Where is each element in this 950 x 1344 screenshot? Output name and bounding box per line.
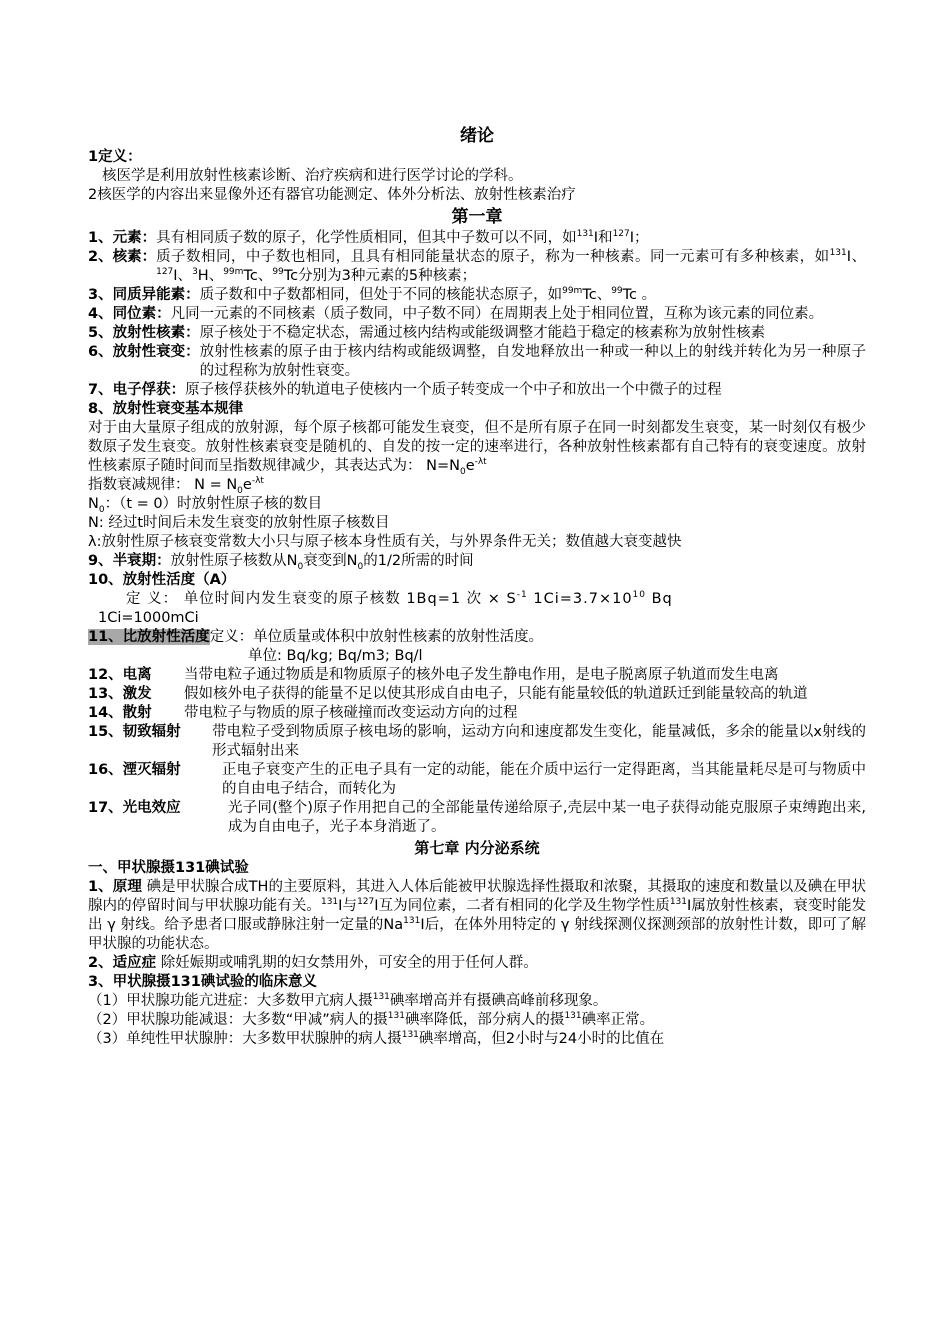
- term-label: 4、同位素：: [88, 306, 171, 322]
- term-radionuclide: [88, 324, 866, 343]
- term-definition: 带电粒子受到物质原子核电场的影响，运动方向和速度都发生变化，能量减低，多余的能量以x射线的形式辐射出来: [212, 724, 866, 759]
- term-definition: 质子数和中子数都相同，但处于不同的核能状态原子，如$^{99m}$Tc、$^{99}$Tc 。: [199, 286, 657, 303]
- term-definition: 质子数相同，中子数也相同，且具有相同能量状态的原子，称为一种核素。同一元素可有多种核素，如$^{131}$I、$^{127}$I、$^3$H、$^{99m}$Tc、$^{99}$Tc分别为3种元素的5种核素；: [156, 248, 866, 284]
- clinical-item: （2）甲状腺功能减退：大多数“甲减”病人的摄$^{131}$碘率降低，部分病人的摄$^{131}$碘率正常。: [88, 1011, 655, 1028]
- term-label: 13、激发: [88, 686, 152, 702]
- term-definition: 光子同(整个)原子作用把自己的全部能量传递给原子,壳层中某一电子获得动能克服原子束缚跑出来,成为自由电子，光子本身消逝了。: [228, 800, 866, 835]
- term-label: 3、同质异能素：: [88, 287, 200, 303]
- term-label: 15、韧致辐射: [88, 724, 181, 740]
- term-label: 9、半衰期：: [88, 553, 171, 569]
- content-text: 2核医学的内容出来显像外还有器官功能测定、体外分析法、放射性核素治疗: [88, 187, 576, 203]
- term-definition: 放射性核素的原子由于核内结构或能级调整，自发地释放出一种或一种以上的射线并转化为另一种原子的过程称为放射性衰变。: [199, 344, 866, 379]
- term-label: 7、电子俘获：: [88, 382, 186, 398]
- term-nuclide: [88, 248, 866, 286]
- chapter-7-title: 第七章 内分泌系统: [414, 839, 540, 857]
- term-electron-capture: [88, 381, 866, 400]
- term-radioactive-decay: [88, 343, 866, 381]
- term-label: 1、元素：: [88, 230, 157, 246]
- term-definition: 原子核俘获核外的轨道电子使核内一个质子转变成一个中子和放出一个中微子的过程: [185, 382, 722, 398]
- chapter-1-title: 第一章: [451, 207, 503, 227]
- exponential-law: 指数衰减规律： $N = N_0e^{-\lambda t}$: [88, 476, 264, 496]
- indication-line: 2、适应症 除妊娠期或哺乳期的妇女禁用外，可安全的用于任何人群。: [88, 955, 538, 971]
- term-definition: 具有相同质子数的原子，化学性质相同，但其中子数可以不同，如$^{131}$I和$^{127}$I；: [156, 229, 649, 246]
- term-label: 6、放射性衰变：: [88, 344, 200, 360]
- term-excitation: [88, 685, 866, 704]
- term-isotope: [88, 305, 866, 324]
- clinical-item: （1）甲状腺功能亢进症：大多数甲亢病人摄$^{131}$碘率增高并有摄碘高峰前移现象。: [88, 992, 608, 1009]
- thyroid-test-heading: 一、甲状腺摄131碘试验: [88, 860, 249, 876]
- term-label: 16、湮灭辐射: [88, 762, 181, 778]
- term-definition: 正电子衰变产生的正电子具有一定的动能，能在介质中运行一定得距离，当其能量耗尽是可与物质中的自由电子结合，而转化为: [222, 762, 866, 797]
- term-specific-activity: 11、比放射性活度定义：单位质量或体积中放射性核素的放射性活度。: [88, 629, 544, 645]
- term-half-life: 9、半衰期：放射性原子核数从$N_0$衰变到$N_0$的1/2所需的时间: [88, 553, 474, 572]
- intro-title: 绪论: [460, 126, 494, 146]
- definition-label: 1定义：: [88, 149, 142, 165]
- activity-heading: 10、放射性活度（A）: [88, 572, 236, 588]
- term-isomer: [88, 286, 866, 305]
- term-bremsstrahlung: [88, 723, 866, 761]
- term-definition: 凡同一元素的不同核素（质子数同，中子数不同）在周期表上处于相同位置，互称为该元素的同位素。: [170, 306, 824, 322]
- document-body: [88, 124, 866, 1049]
- term-label: 11、比放射性活度: [88, 629, 210, 645]
- decay-law-paragraph: 对于由大量原子组成的放射源，每个原子核都可能发生衰变，但不是所有原子在同一时刻都发生衰变，某一时刻仅有极少数原子发生衰变。放射性核素衰变是随机的、自发的按一定的速率进行，各种放射性核素都有自己特有的衰变速度。放射性核素原子随时间而呈指数规律减少，其表达式为： $N=N_0e^{-\lambda t}$: [88, 420, 866, 477]
- term-scattering: [88, 704, 866, 723]
- definition-text: 核医学是利用放射性核素诊断、治疗疾病和进行医学讨论的学科。: [102, 168, 523, 184]
- term-annihilation: [88, 761, 866, 799]
- term-definition: 原子核处于不稳定状态，需通过核内结构或能级调整才能趋于稳定的核素称为放射性核素: [199, 325, 766, 341]
- term-element: [88, 229, 866, 248]
- activity-conversion: 1Ci=1000mCi: [98, 610, 199, 626]
- term-ionization: [88, 666, 866, 685]
- term-photoelectric: [88, 799, 866, 837]
- clinical-item: （3）单纯性甲状腺肿：大多数甲状腺肿的病人摄$^{131}$碘率增高，但2小时与24小时的比值在: [88, 1030, 665, 1047]
- principle-label: 1、原理: [88, 879, 142, 895]
- specific-activity-units: 单位: Bq/kg; Bq/m3; Bq/l: [248, 648, 423, 664]
- indication-label: 2、适应症: [88, 955, 157, 971]
- lambda-definition: λ:放射性原子核衰变常数大小只与原子核本身性质有关，与外界条件无关；数值越大衰变越快: [88, 534, 682, 550]
- term-label: 17、光电效应: [88, 800, 181, 816]
- term-definition: 带电粒子与物质的原子核碰撞而改变运动方向的过程: [184, 705, 518, 721]
- activity-definition: 定 义： 单位时间内发生衰变的原子核数 1Bq=1 次 × $S^{-1}$ $1Ci=3.7\times 10^{10}$ Bq: [126, 590, 673, 607]
- decay-law-heading: 8、放射性衰变基本规律: [88, 401, 244, 417]
- n-definition: N: 经过t时间后未发生衰变的放射性原子核数目: [88, 515, 390, 531]
- principle-paragraph: 1、原理 碘是甲状腺合成TH的主要原料，其进入人体后能被甲状腺选择性摄取和浓聚，其摄取的速度和数量以及碘在甲状腺内的停留时间与甲状腺功能有关。$^{131}$I与$^{127}$I互为同位素，二者有相同的化学及生物学性质$^{131}$I属放射性核素，衰变时能发出 γ 射线。给予患者口服或静脉注射一定量的Na$^{131}$I后，在体外用特定的 γ 射线探测仪探测颈部的放射性计数，即可了解甲状腺的功能状态。: [88, 879, 867, 952]
- term-label: 12、电离: [88, 667, 152, 683]
- term-label: 2、核素：: [88, 249, 157, 265]
- term-definition: 假如核外电子获得的能量不足以使其形成自由电子，只能有能量较低的轨道跃迁到能量较高的轨道: [184, 686, 808, 702]
- term-label: 5、放射性核素：: [88, 325, 200, 341]
- clinical-significance-heading: 3、甲状腺摄131碘试验的临床意义: [88, 974, 317, 990]
- term-label: 14、散射: [88, 705, 152, 721]
- n0-definition: $N_0$：（t = 0）时放射性原子核的数目: [88, 496, 323, 515]
- term-definition: 当带电粒子通过物质是和物质原子的核外电子发生静电作用，是电子脱离原子轨道而发生电离: [184, 667, 779, 683]
